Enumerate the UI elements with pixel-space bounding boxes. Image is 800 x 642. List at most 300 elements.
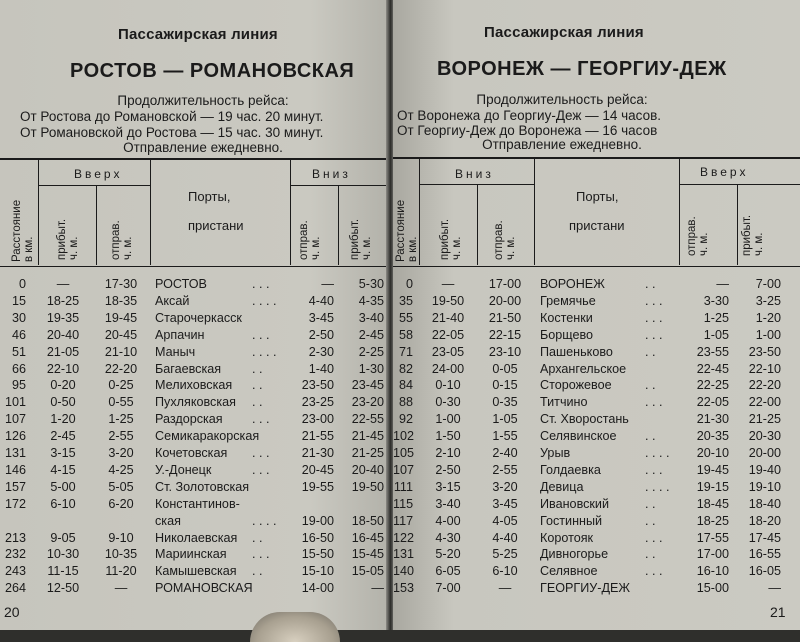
table-top-rule [0, 158, 388, 160]
table-row [0, 412, 388, 429]
up-arrival-cell: 1-20 [755, 310, 781, 325]
up-departure-cell: 2-55 [108, 429, 134, 444]
up-departure-cell: 4-25 [108, 462, 134, 477]
down-arrival-cell: 0-30 [435, 395, 461, 410]
table-row [0, 294, 388, 311]
up-arrival-cell: 1-20 [50, 412, 76, 427]
left-departure-note: Отправление ежедневно. [123, 140, 283, 155]
distance-cell: 213 [4, 530, 26, 545]
up-arrival-cell: 9-05 [50, 530, 76, 545]
down-departure-cell: 15-10 [301, 564, 334, 579]
up-departure-cell: 23-55 [696, 344, 729, 359]
up-arrival-cell: 10-30 [46, 547, 80, 562]
leader-dots: . . . [645, 530, 663, 545]
arrival-header-2: прибыт. ч. м. [741, 214, 765, 256]
distance-cell: 117 [393, 513, 414, 528]
up-departure-cell: 18-35 [104, 293, 138, 308]
table-row [393, 277, 800, 294]
down-departure-cell: — [498, 581, 512, 596]
down-departure-cell: 3-45 [492, 496, 518, 511]
down-departure-cell: 21-50 [488, 310, 522, 325]
distance-cell: 82 [398, 361, 413, 376]
up-arrival-cell: 22-10 [748, 361, 781, 376]
leader-dots: . . [645, 429, 656, 444]
leader-dots: . . [252, 564, 263, 579]
arrival-header: прибыт. ч. м. [439, 218, 463, 260]
port-name-cell: Арпачин [155, 327, 205, 342]
down-departure-cell: 6-10 [492, 564, 518, 579]
up-departure-cell: 20-45 [104, 327, 138, 342]
down-arrival-cell: 3-40 [358, 310, 384, 325]
up-arrival-cell: 12-50 [46, 581, 80, 596]
table-row [0, 497, 388, 514]
distance-cell: 107 [4, 412, 26, 427]
up-arrival-cell: 2-45 [50, 429, 76, 444]
table-row [393, 429, 800, 446]
departure-header: отправ. ч. м. [493, 220, 517, 260]
down-arrival-cell: 20-40 [351, 462, 384, 477]
down-departure-cell: 23-25 [301, 395, 334, 410]
port-name-cell: Старочеркасск [155, 310, 242, 325]
table-header-rule [0, 266, 388, 267]
leader-dots: . . [645, 277, 656, 291]
down-arrival-cell: 18-50 [351, 513, 384, 528]
distance-header: Расстояние в км. [395, 199, 419, 262]
distance-cell: 35 [398, 293, 413, 308]
down-arrival-cell: 21-25 [351, 446, 384, 460]
distance-header: Расстояние в км. [11, 199, 35, 262]
port-name-cell: Пухляковская [155, 395, 236, 410]
port-name-cell: Костенки [540, 310, 593, 325]
port-name-cell: Мелиховская [155, 378, 233, 393]
up-departure-cell: 21-30 [696, 412, 729, 427]
table-row [0, 429, 388, 446]
up-arrival-cell: 6-10 [50, 496, 76, 511]
down-arrival-cell: 2-45 [358, 327, 384, 342]
table-row [393, 514, 800, 531]
up-departure-cell: 15-00 [696, 581, 729, 596]
distance-cell: 71 [398, 344, 413, 359]
leader-dots: . . . [252, 327, 270, 342]
table-row [393, 345, 800, 362]
up-arrival-cell: 18-25 [46, 293, 80, 308]
left-line-label: Пассажирская линия [118, 26, 278, 43]
up-departure-cell: 22-05 [696, 395, 729, 410]
port-name-cell: Голдаевка [540, 462, 601, 477]
leader-dots: . . . [645, 395, 663, 410]
arrival-header: прибыт. ч. м. [56, 218, 80, 260]
down-departure-cell: 20-00 [488, 293, 522, 308]
down-arrival-cell: 15-45 [351, 547, 384, 562]
port-name-cell: Гремячье [540, 293, 596, 308]
leader-dots: . . [645, 513, 656, 528]
distance-cell: 131 [393, 547, 415, 562]
up-departure-cell: 21-10 [104, 344, 138, 359]
up-departure-cell: 3-30 [703, 293, 729, 308]
col-divider [96, 186, 97, 265]
port-name-cell: Кочетовская [155, 446, 228, 460]
up-arrival-cell: 23-50 [748, 344, 781, 359]
distance-cell: 172 [4, 496, 26, 511]
port-name-cell: У.-Донецк [155, 462, 212, 477]
col-divider [477, 185, 478, 265]
up-departure-cell: 1-25 [703, 310, 729, 325]
left-page-number: 20 [4, 604, 20, 620]
departure-header-2: отправ. ч. м. [298, 220, 322, 260]
port-name-cell: РОСТОВ [155, 277, 207, 291]
distance-cell: 0 [405, 277, 413, 291]
table-row [393, 463, 800, 480]
down-departure-cell: — [321, 277, 334, 291]
port-name-cell: Коротояк [540, 530, 594, 545]
port-name-cell: ская [155, 513, 181, 528]
down-departure-cell: 1-05 [492, 412, 518, 427]
port-name-cell: Аксай [155, 293, 190, 308]
down-arrival-cell: 6-05 [435, 564, 461, 579]
table-row [0, 547, 388, 564]
down-arrival-cell: 2-25 [358, 344, 384, 359]
left-timetable [0, 277, 388, 597]
up-departure-cell: 17-55 [696, 530, 729, 545]
down-arrival-cell: 23-20 [351, 395, 384, 410]
left-duration-line-1: От Ростова до Романовской — 19 час. 20 минут. [20, 109, 324, 124]
down-departure-cell: 15-50 [301, 547, 334, 562]
page-clip [250, 612, 340, 642]
table-row [393, 497, 800, 514]
down-departure-cell: 2-55 [492, 462, 518, 477]
port-name-cell: Сторожевое [540, 378, 612, 393]
port-name-cell: РОМАНОВСКАЯ [155, 581, 253, 596]
down-arrival-cell: 3-15 [435, 479, 461, 494]
up-arrival-cell: 18-20 [748, 513, 781, 528]
up-departure-cell: 3-20 [108, 446, 134, 460]
down-arrival-cell: — [371, 581, 384, 596]
up-arrival-cell: 20-00 [748, 446, 781, 460]
up-departure-cell: 18-45 [696, 496, 729, 511]
up-arrival-cell: 1-00 [755, 327, 781, 342]
left-route-title: РОСТОВ — РОМАНОВСКАЯ [70, 60, 355, 82]
leader-dots: . . . [645, 293, 663, 308]
col-divider [39, 185, 150, 186]
port-name-cell: Константинов- [155, 496, 240, 511]
leader-dots: . . [645, 344, 656, 359]
table-row [393, 446, 800, 463]
port-name-cell: ГЕОРГИУ-ДЕЖ [540, 581, 631, 596]
port-name-cell: Раздорская [155, 412, 223, 427]
port-name-cell: Ст. Хворостань [540, 412, 629, 427]
table-header-rule [393, 266, 800, 267]
leader-dots: . . [645, 378, 656, 393]
leader-dots: . . . . [645, 479, 670, 494]
down-departure-cell: 3-20 [492, 479, 518, 494]
table-row [0, 564, 388, 581]
down-departure-cell: 19-00 [301, 513, 334, 528]
distance-cell: 264 [4, 581, 26, 596]
distance-cell: 157 [4, 479, 26, 494]
down-departure-cell: 16-50 [301, 530, 334, 545]
up-departure-cell: 16-10 [696, 564, 729, 579]
ports-header-2: пристани [188, 218, 244, 233]
down-departure-cell: 21-30 [301, 446, 334, 460]
table-row [0, 480, 388, 497]
distance-cell: 105 [393, 446, 415, 460]
table-row [0, 378, 388, 395]
port-name-cell: ВОРОНЕЖ [540, 277, 605, 291]
up-arrival-cell: 17-45 [748, 530, 781, 545]
col-divider [680, 184, 800, 185]
distance-cell: 0 [18, 277, 26, 291]
table-row [0, 581, 388, 598]
distance-cell: 140 [393, 564, 415, 579]
up-departure-cell: 22-25 [696, 378, 729, 393]
port-name-cell: Ст. Золотовская [155, 479, 250, 494]
right-duration-heading: Продолжительность рейса: [476, 92, 648, 107]
table-row [0, 463, 388, 480]
down-header: Вниз [455, 167, 494, 181]
down-arrival-cell: — [441, 277, 455, 291]
leader-dots: . . . . [252, 513, 277, 528]
table-row [0, 514, 388, 531]
leader-dots: . . [645, 496, 656, 511]
down-departure-cell: 17-00 [488, 277, 522, 291]
down-arrival-cell: 2-10 [435, 446, 461, 460]
leader-dots: . . [252, 378, 263, 393]
down-departure-cell: 0-35 [492, 395, 518, 410]
leader-dots: . . . [252, 412, 270, 427]
port-name-cell: Мариинская [155, 547, 227, 562]
leader-dots: . . . [252, 446, 270, 460]
left-duration-heading: Продолжительность рейса: [117, 93, 289, 108]
table-row [393, 480, 800, 497]
down-departure-cell: 22-15 [488, 327, 522, 342]
table-row [393, 362, 800, 379]
leader-dots: . . . [252, 462, 270, 477]
up-departure-cell: 5-05 [108, 479, 134, 494]
table-row [0, 531, 388, 548]
port-name-cell: Николаевская [155, 530, 238, 545]
up-departure-cell: 1-25 [108, 412, 134, 427]
up-arrival-cell: 16-05 [748, 564, 781, 579]
up-arrival-cell: 3-15 [50, 446, 76, 460]
arrival-header-2: прибыт. ч. м. [349, 218, 373, 260]
port-name-cell: Багаевская [155, 361, 222, 376]
distance-cell: 51 [11, 344, 26, 359]
port-name-cell: Архангельское [540, 361, 627, 376]
down-departure-cell: 0-15 [492, 378, 518, 393]
down-departure-cell: 2-50 [308, 327, 334, 342]
down-arrival-cell: 1-50 [435, 429, 461, 444]
port-name-cell: Ивановский [540, 496, 609, 511]
up-departure-cell: 0-25 [108, 378, 134, 393]
down-arrival-cell: 4-00 [435, 513, 461, 528]
col-divider [338, 186, 339, 265]
down-arrival-cell: 21-45 [351, 429, 384, 444]
col-divider [38, 160, 39, 265]
table-row [393, 378, 800, 395]
port-name-cell: Гостинный [540, 513, 603, 528]
distance-cell: 102 [393, 429, 415, 444]
distance-cell: 131 [4, 446, 26, 460]
up-arrival-cell: 22-00 [748, 395, 781, 410]
down-arrival-cell: 24-00 [431, 361, 465, 376]
down-departure-cell: 4-40 [492, 530, 518, 545]
up-header: Вверх [74, 167, 123, 181]
col-divider [150, 160, 151, 265]
distance-cell: 153 [393, 581, 415, 596]
up-arrival-cell: 21-25 [748, 412, 781, 427]
distance-cell: 107 [393, 462, 415, 477]
up-arrival-cell: — [56, 277, 70, 291]
port-name-cell: Борщево [540, 327, 594, 342]
down-departure-cell: 4-05 [492, 513, 518, 528]
leader-dots: . . . [645, 310, 663, 325]
up-arrival-cell: 22-20 [748, 378, 781, 393]
down-arrival-cell: 16-45 [351, 530, 384, 545]
col-divider [291, 185, 388, 186]
up-arrival-cell: — [768, 581, 781, 596]
right-page-number: 21 [770, 604, 786, 620]
table-row [393, 395, 800, 412]
down-arrival-cell: 22-55 [351, 412, 384, 427]
up-arrival-cell: 19-35 [46, 310, 80, 325]
up-departure-cell: 20-10 [696, 446, 729, 460]
leader-dots: . . [252, 530, 263, 545]
up-departure-cell: 19-15 [696, 479, 729, 494]
distance-cell: 126 [4, 429, 26, 444]
table-top-rule [393, 157, 800, 159]
table-row [393, 547, 800, 564]
up-departure-cell: 18-25 [696, 513, 729, 528]
distance-cell: 84 [398, 378, 413, 393]
down-departure-cell: 2-40 [492, 446, 518, 460]
departure-header-2: отправ. ч. м. [686, 216, 710, 256]
distance-cell: 111 [393, 479, 413, 494]
port-name-cell: Селявинское [540, 429, 617, 444]
up-arrival-cell: 19-10 [748, 479, 781, 494]
down-header: Вниз [312, 167, 351, 181]
table-row [393, 531, 800, 548]
table-row [0, 345, 388, 362]
up-departure-cell: 19-45 [696, 462, 729, 477]
down-arrival-cell: 23-45 [351, 378, 384, 393]
down-arrival-cell: 22-05 [431, 327, 465, 342]
down-arrival-cell: 7-00 [435, 581, 461, 596]
right-departure-note: Отправление ежедневно. [482, 137, 642, 152]
leader-dots: . . [252, 361, 263, 376]
distance-cell: 95 [11, 378, 26, 393]
leader-dots: . . . [645, 462, 663, 477]
port-name-cell: Дивногорье [540, 547, 609, 562]
col-divider [679, 159, 680, 265]
leader-dots: . . [645, 547, 656, 562]
table-row [0, 362, 388, 379]
port-name-cell: Пашеньково [540, 344, 613, 359]
leader-dots: . . . [252, 547, 270, 562]
down-arrival-cell: 2-50 [435, 462, 461, 477]
down-arrival-cell: 5-30 [358, 277, 384, 291]
left-duration-line-2: От Романовской до Ростова — 15 час. 30 минут. [20, 125, 324, 140]
down-arrival-cell: 21-40 [431, 310, 465, 325]
table-row [0, 277, 388, 294]
up-departure-cell: 11-20 [105, 564, 137, 579]
table-row [393, 564, 800, 581]
up-arrival-cell: 19-40 [748, 462, 781, 477]
down-arrival-cell: 1-00 [435, 412, 461, 427]
ports-header: Порты, [576, 189, 619, 204]
down-arrival-cell: 4-30 [435, 530, 461, 545]
up-arrival-cell: 18-40 [748, 496, 781, 511]
col-divider [290, 160, 291, 265]
up-departure-cell: 22-45 [696, 361, 729, 376]
distance-cell: 92 [398, 412, 413, 427]
down-departure-cell: 23-50 [301, 378, 334, 393]
down-departure-cell: 19-55 [301, 479, 334, 494]
leader-dots: . . . [252, 277, 270, 291]
leader-dots: . . . . [252, 344, 277, 359]
up-departure-cell: — [716, 277, 729, 291]
up-departure-cell: — [114, 581, 128, 596]
down-arrival-cell: 1-30 [358, 361, 384, 376]
leader-dots: . . . [645, 327, 663, 342]
leader-dots: . . . [645, 564, 663, 579]
departure-header: отправ. ч. м. [110, 220, 134, 260]
down-departure-cell: 23-00 [301, 412, 334, 427]
table-row [0, 328, 388, 345]
distance-cell: 146 [4, 462, 26, 477]
ports-header: Порты, [188, 189, 231, 204]
right-duration-line-1: От Воронежа до Георгиу-Деж — 14 часов. [397, 108, 662, 123]
distance-cell: 101 [4, 395, 26, 410]
table-row [393, 412, 800, 429]
up-departure-cell: 6-20 [108, 496, 134, 511]
up-departure-cell: 17-00 [696, 547, 729, 562]
port-name-cell: Селявное [540, 564, 598, 579]
down-departure-cell: 4-40 [308, 293, 334, 308]
right-line-label: Пассажирская линия [484, 24, 644, 41]
up-arrival-cell: 3-25 [755, 293, 781, 308]
distance-cell: 30 [11, 310, 26, 325]
up-arrival-cell: 22-10 [46, 361, 80, 376]
up-arrival-cell: 0-20 [50, 378, 76, 393]
down-departure-cell: 23-10 [488, 344, 522, 359]
down-departure-cell: 1-55 [492, 429, 518, 444]
down-departure-cell: 20-45 [301, 462, 334, 477]
down-departure-cell: 3-45 [308, 310, 334, 325]
down-arrival-cell: 23-05 [431, 344, 465, 359]
up-arrival-cell: 20-30 [748, 429, 781, 444]
col-divider [534, 159, 535, 265]
distance-cell: 232 [4, 547, 26, 562]
port-name-cell: Девица [540, 479, 584, 494]
table-row [0, 446, 388, 463]
distance-cell: 122 [393, 530, 415, 545]
up-arrival-cell: 16-55 [748, 547, 781, 562]
table-row [0, 395, 388, 412]
right-duration-line-2: От Георгиу-Деж до Воронежа — 16 часов [397, 123, 658, 138]
port-name-cell: Семикаракорская [155, 429, 260, 444]
distance-cell: 46 [11, 327, 26, 342]
leader-dots: . . [252, 395, 263, 410]
left-page [0, 0, 388, 630]
up-arrival-cell: 21-05 [46, 344, 80, 359]
table-row [393, 311, 800, 328]
distance-cell: 66 [11, 361, 26, 376]
down-departure-cell: 14-00 [301, 581, 334, 596]
distance-cell: 55 [398, 310, 413, 325]
up-arrival-cell: 20-40 [46, 327, 80, 342]
down-arrival-cell: 4-35 [358, 293, 384, 308]
table-row [0, 311, 388, 328]
